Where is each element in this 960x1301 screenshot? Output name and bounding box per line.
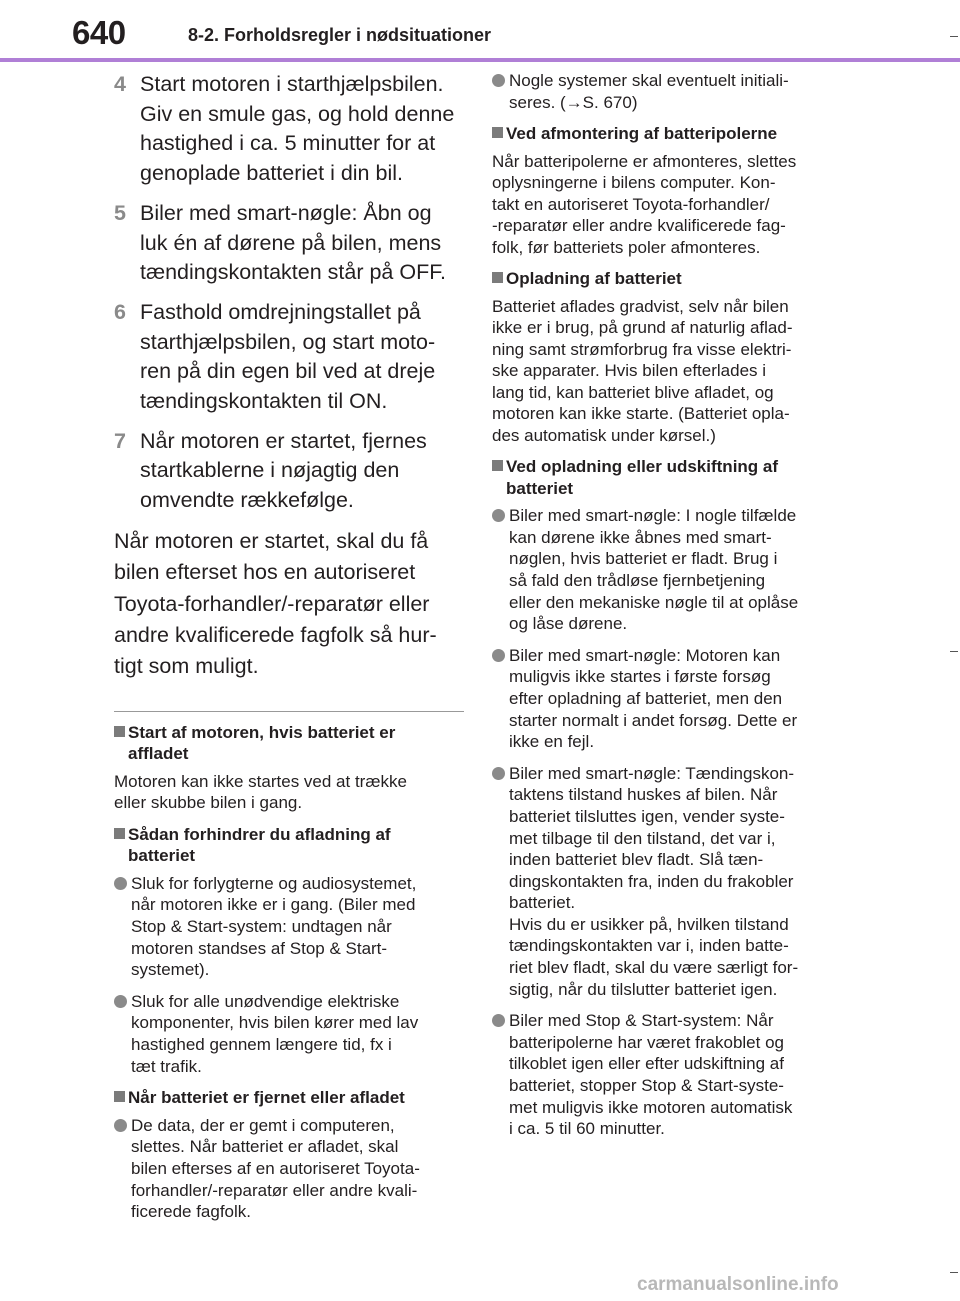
- note-heading: Sådan forhindrer du afladning af batteriet: [114, 824, 464, 867]
- step-number: 4: [114, 72, 126, 96]
- circle-bullet-icon: [114, 1119, 127, 1132]
- step-number: 5: [114, 200, 126, 225]
- note-heading: Ved opladning eller udskiftning af batteriet: [492, 456, 852, 499]
- list-item: Biler med smart-nøgle: Tændingskon- taktens tilstand huskes af bilen. Når batteriet tilsluttes igen, vender syste- met tilbage til den tilstand, det var i, inden batteriet blev fladt. Slå tæn- dingskontakten fra, inden du frakobler batteriet. Hvis du er usikker på, hvilken tilstand tændingskontakten var i, inden batte- riet blev fladt, skal du være særligt for- sigtig, når du tilslutter batteriet igen.: [492, 763, 852, 1001]
- step-text: Fasthold omdrejningstallet på starthjælpsbilen, og start moto- ren på din egen bil ved at dreje tændingskontakten til ON.: [140, 299, 436, 414]
- square-bullet-icon: [492, 127, 503, 138]
- step-text: Når motoren er startet, fjernes startkablerne i nøjagtig den omvendte rækkefølge.: [140, 428, 427, 513]
- list-item: Sluk for alle unødvendige elektriske komponenter, hvis bilen kører med lav hastighed gennem længere tid, fx i tæt trafik.: [114, 991, 464, 1077]
- list-item: Biler med smart-nøgle: Motoren kan muligvis ikke startes i første forsøg efter opladning af batteriet, men den starter normalt i andet forsøg. Dette er ikke en fejl.: [492, 645, 852, 753]
- step-text: Start motoren i starthjælpsbilen. Giv en smule gas, og hold denne hastighed i ca. 5 minutter for at genoplade batteriet i din bil.: [140, 72, 455, 186]
- note-heading: Ved afmontering af batteripolerne: [492, 123, 852, 145]
- circle-bullet-icon: [492, 1014, 505, 1027]
- circle-bullet-icon: [114, 877, 127, 890]
- circle-bullet-icon: [492, 74, 505, 87]
- square-bullet-icon: [492, 460, 503, 471]
- step-7: [92, 427, 464, 516]
- list-item: Nogle systemer skal eventuelt initiali- seres. (→S. 670): [492, 70, 852, 113]
- left-column: [92, 70, 464, 1233]
- note-body: Når batteripolerne er afmonteres, slettes oplysningerne i bilens computer. Kon- takt en autoriseret Toyota-forhandler/ -reparatør eller andre kvalificerede fag- folk, før batteriets poler afmonteres.: [492, 151, 797, 257]
- square-bullet-icon: [492, 272, 503, 283]
- step-text: Biler med smart-nøgle: Åbn og luk én af dørene på bilen, mens tændingskontakten står på OFF.: [140, 200, 446, 285]
- circle-bullet-icon: [492, 649, 505, 662]
- step-number: 7: [114, 428, 126, 453]
- step-5: [92, 199, 464, 288]
- page-header: [0, 0, 960, 62]
- note-heading: Når batteriet er fjernet eller afladet: [114, 1087, 464, 1109]
- right-column: [492, 70, 852, 1150]
- square-bullet-icon: [114, 1091, 125, 1102]
- step-4: [92, 70, 464, 189]
- list-item: Biler med Stop & Start-system: Når batteripolerne har været frakoblet og tilkoblet igen eller efter udskiftning af batteriet, stopper Stop & Start-syste- met muligvis ikke motoren automatisk i ca. 5 til 60 minutter.: [492, 1010, 852, 1140]
- list-item: Sluk for forlygterne og audiosystemet, når motoren ikke er i gang. (Biler med Stop & Start-system: undtagen når motoren standses af Stop & Start- systemet).: [114, 873, 464, 981]
- square-bullet-icon: [114, 828, 125, 839]
- step-number: 6: [114, 299, 126, 324]
- circle-bullet-icon: [114, 995, 127, 1008]
- note-heading: Opladning af batteriet: [492, 268, 852, 290]
- header-rule: [0, 58, 960, 62]
- square-bullet-icon: [114, 726, 125, 737]
- note-heading: Start af motoren, hvis batteriet er affladet: [114, 722, 464, 765]
- section-title: 8-2. Forholdsregler i nødsituationer: [188, 25, 492, 45]
- list-item: Biler med smart-nøgle: I nogle tilfælde kan dørene ikke åbnes med smart- nøglen, hvis batteriet er fladt. Brug i så fald den trådløse fjernbetjening eller den mekaniske nøgle til at oplåse og låse dørene.: [492, 505, 852, 635]
- watermark: carmanualsonline.info: [637, 1274, 839, 1295]
- note-body: Batteriet aflades gradvist, selv når bilen ikke er i brug, på grund af naturlig aflad- ning samt strømforbrug fra visse elektri- ske apparater. Hvis bilen efterlades i lang tid, kan batteriet blive afladet, og motoren kan ikke starte. (Batteriet opla- des automatisk under kørsel.): [492, 296, 793, 445]
- list-item: De data, der er gemt i computeren, slettes. Når batteriet er afladet, skal bilen efterses af en autoriseret Toyota- forhandler/-reparatør eller andre kvali- ficerede fagfolk.: [114, 1115, 464, 1223]
- crop-mark: [950, 651, 958, 652]
- section-divider: [114, 711, 464, 712]
- circle-bullet-icon: [492, 767, 505, 780]
- step-6: [92, 298, 464, 417]
- crop-mark: [950, 36, 958, 37]
- closing-paragraph: Når motoren er startet, skal du få bilen efterset hos en autoriseret Toyota-forhandler/-reparatør eller andre kvalificerede fagfolk så hur- tigt som muligt.: [114, 528, 437, 679]
- circle-bullet-icon: [492, 509, 505, 522]
- note-body: Motoren kan ikke startes ved at trække eller skubbe bilen i gang.: [114, 771, 407, 813]
- crop-mark: [950, 1272, 958, 1273]
- page-number: 640: [72, 14, 126, 51]
